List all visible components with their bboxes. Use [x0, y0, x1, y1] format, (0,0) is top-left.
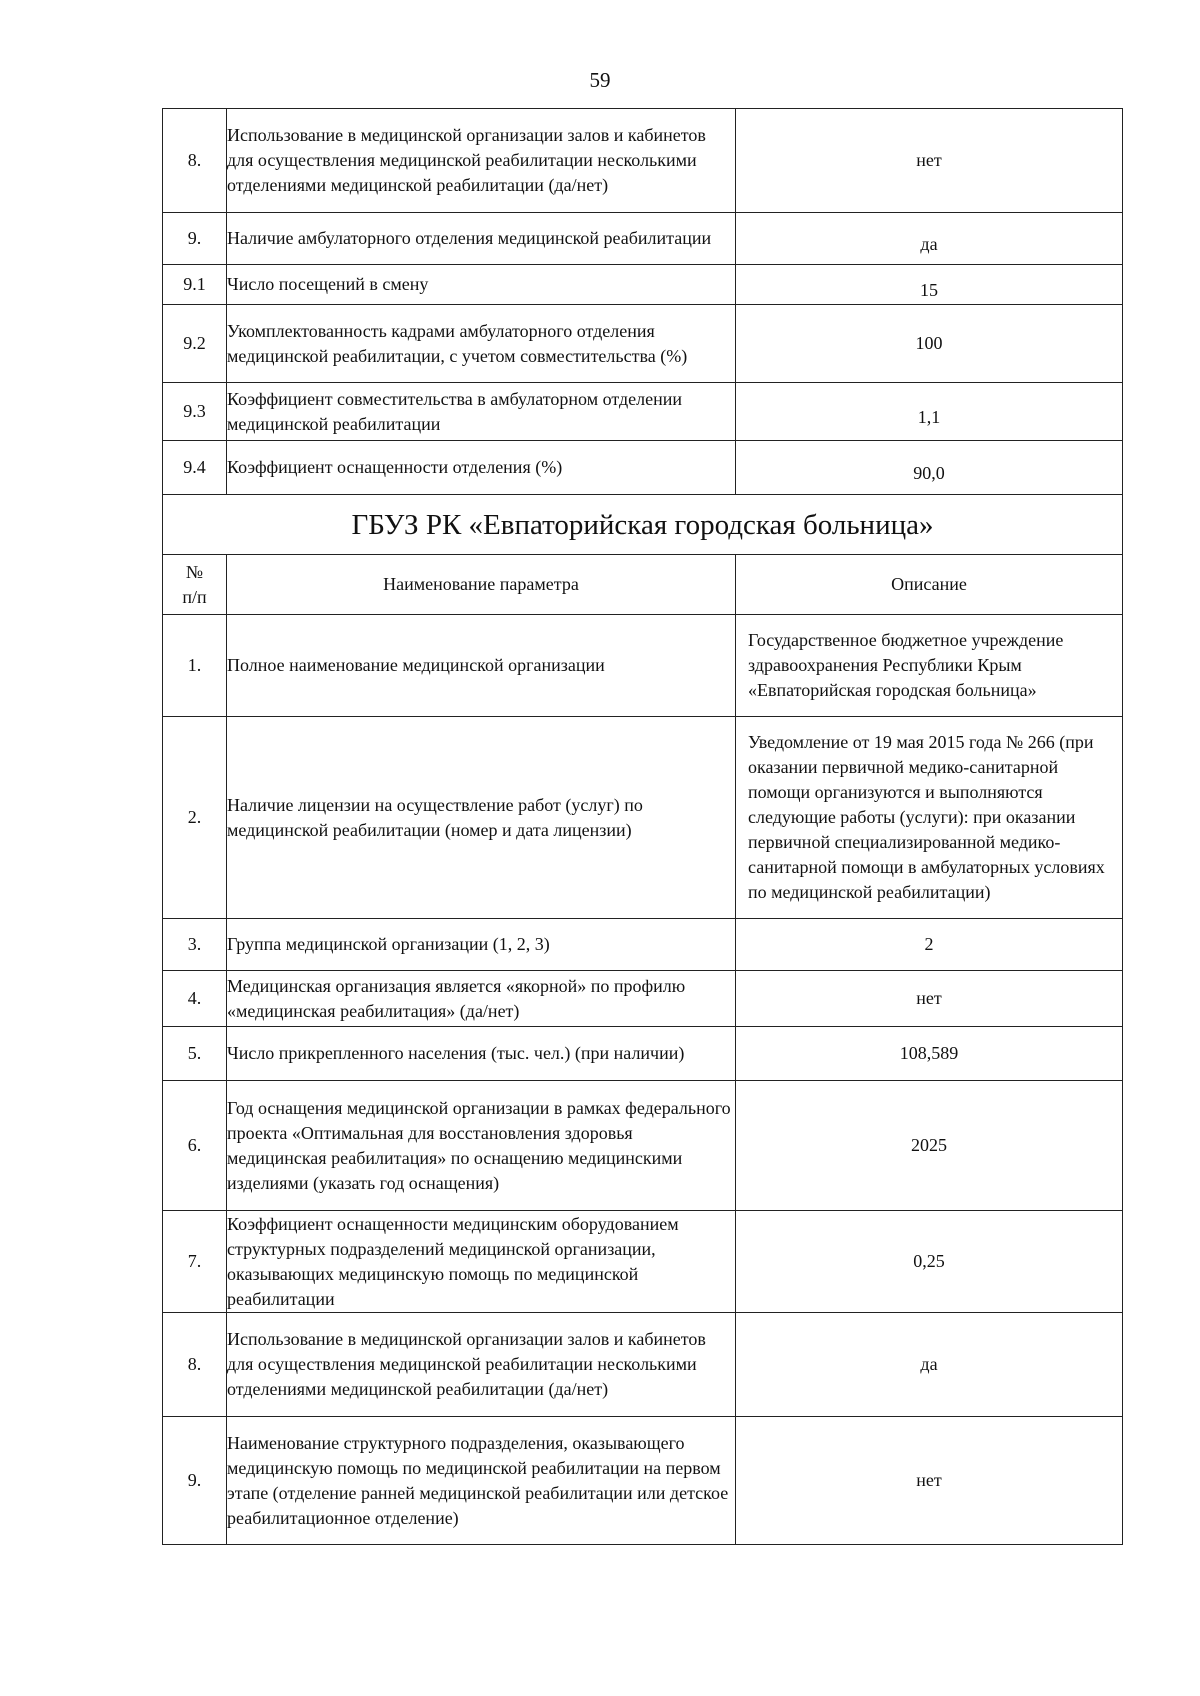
row-number: 9.2 — [163, 305, 227, 383]
parameters-table — [162, 108, 1123, 1545]
table-header-row — [163, 555, 1123, 615]
row-number: 6. — [163, 1081, 227, 1211]
table-row — [163, 1081, 1123, 1211]
table-row — [163, 1027, 1123, 1081]
row-number: 8. — [163, 1313, 227, 1417]
row-number: 2. — [163, 717, 227, 919]
row-number: 9. — [163, 1417, 227, 1545]
row-number: 9.3 — [163, 383, 227, 441]
parameter-value: нет — [736, 971, 1123, 1027]
table-row — [163, 971, 1123, 1027]
row-number: 1. — [163, 615, 227, 717]
parameter-name: Наименование структурного подразделения, оказывающего медицинскую помощь по медицинской реабилитации на первом этапе (отделение ранней медицинской реабилитации или детское реабилитационное отделение) — [227, 1417, 736, 1545]
parameter-value: 100 — [736, 305, 1123, 383]
parameter-name: Число прикрепленного населения (тыс. чел.) (при наличии) — [227, 1027, 736, 1081]
parameter-value: 2 — [736, 919, 1123, 971]
parameter-name: Наличие лицензии на осуществление работ (услуг) по медицинской реабилитации (номер и дата лицензии) — [227, 717, 736, 919]
row-number: 7. — [163, 1211, 227, 1313]
header-number — [163, 555, 227, 615]
row-number: 9.4 — [163, 441, 227, 495]
parameter-name: Коэффициент совместительства в амбулаторном отделении медицинской реабилитации — [227, 383, 736, 441]
organization-title-row — [163, 495, 1123, 555]
page-number: 59 — [589, 68, 611, 92]
header-parameter: Наименование параметра — [227, 555, 736, 615]
table-row — [163, 1211, 1123, 1313]
table-row — [163, 615, 1123, 717]
parameter-name: Наличие амбулаторного отделения медицинской реабилитации — [227, 213, 736, 265]
header-number-symbol: № — [185, 561, 204, 582]
row-number: 9.1 — [163, 265, 227, 305]
parameter-name: Коэффициент оснащенности медицинским оборудованием структурных подразделений медицинской организации, оказывающих медицинскую помощь по медицинской реабилитации — [227, 1211, 736, 1313]
table-row — [163, 383, 1123, 441]
header-number-abbr: п/п — [182, 586, 207, 607]
parameter-value: Государственное бюджетное учреждение здравоохранения Республики Крым «Евпаторийская городская больница» — [736, 615, 1123, 717]
row-number: 8. — [163, 109, 227, 213]
table-row — [163, 717, 1123, 919]
parameter-value: нет — [736, 1417, 1123, 1545]
parameter-name: Медицинская организация является «якорной» по профилю «медицинская реабилитация» (да/нет) — [227, 971, 736, 1027]
table-row — [163, 109, 1123, 213]
parameter-value: 15 — [736, 265, 1123, 305]
table-row — [163, 213, 1123, 265]
parameter-value: да — [736, 213, 1123, 265]
parameter-name: Группа медицинской организации (1, 2, 3) — [227, 919, 736, 971]
header-description: Описание — [736, 555, 1123, 615]
row-number: 4. — [163, 971, 227, 1027]
parameter-value: Уведомление от 19 мая 2015 года № 266 (при оказании первичной медико-санитарной помощи организуются и выполняются следующие работы (услуги): при оказании первичной специализированной медико-санитарной помощи в амбулаторных условиях по медицинской реабилитации) — [736, 717, 1123, 919]
parameter-name: Коэффициент оснащенности отделения (%) — [227, 441, 736, 495]
parameter-value: нет — [736, 109, 1123, 213]
parameter-name: Полное наименование медицинской организации — [227, 615, 736, 717]
row-number: 5. — [163, 1027, 227, 1081]
parameter-name: Укомплектованность кадрами амбулаторного отделения медицинской реабилитации, с учетом совместительства (%) — [227, 305, 736, 383]
parameter-value: 90,0 — [736, 441, 1123, 495]
table-row — [163, 1417, 1123, 1545]
parameter-name: Использование в медицинской организации залов и кабинетов для осуществления медицинской реабилитации несколькими отделениями медицинской реабилитации (да/нет) — [227, 1313, 736, 1417]
table-row — [163, 1313, 1123, 1417]
organization-title: ГБУЗ РК «Евпаторийская городская больница» — [163, 495, 1123, 555]
row-number: 3. — [163, 919, 227, 971]
parameter-value: 108,589 — [736, 1027, 1123, 1081]
parameter-name: Использование в медицинской организации залов и кабинетов для осуществления медицинской реабилитации несколькими отделениями медицинской реабилитации (да/нет) — [227, 109, 736, 213]
parameter-value: 2025 — [736, 1081, 1123, 1211]
parameter-value: 1,1 — [736, 383, 1123, 441]
table-row — [163, 441, 1123, 495]
row-number: 9. — [163, 213, 227, 265]
table-row — [163, 265, 1123, 305]
parameter-name: Число посещений в смену — [227, 265, 736, 305]
parameter-name: Год оснащения медицинской организации в рамках федерального проекта «Оптимальная для восстановления здоровья медицинская реабилитация» по оснащению медицинскими изделиями (указать год оснащения) — [227, 1081, 736, 1211]
parameter-value: да — [736, 1313, 1123, 1417]
table-row — [163, 919, 1123, 971]
table-row — [163, 305, 1123, 383]
parameter-value: 0,25 — [736, 1211, 1123, 1313]
